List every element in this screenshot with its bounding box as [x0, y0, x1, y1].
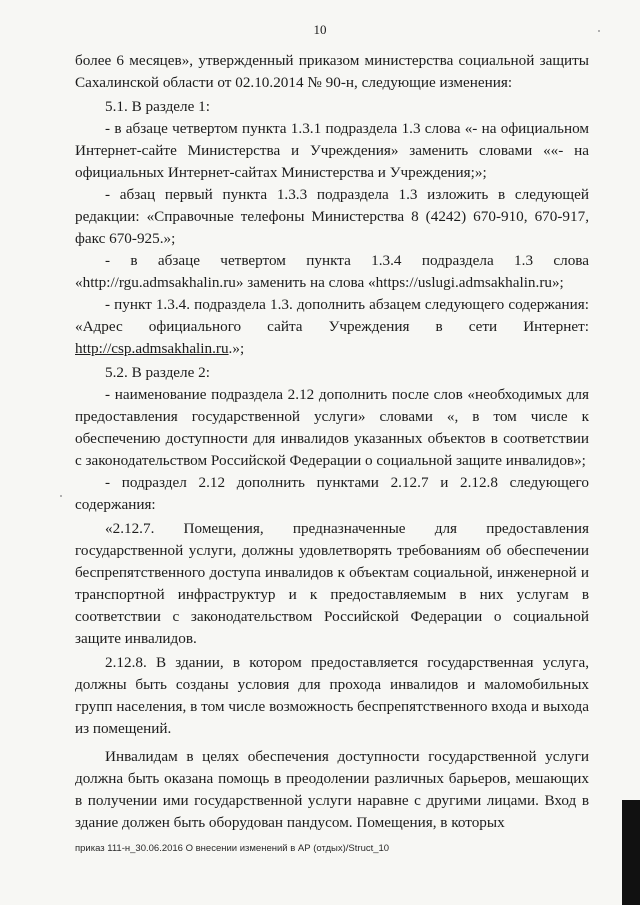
paragraph-section-5-1: 5.1. В разделе 1:: [105, 98, 210, 115]
paragraph-item-1-3-4: - в абзаце четвертом пункта 1.3.4 подраздела 1.3 слова «http://rgu.admsakhalin.ru» заменить на слова «https://uslugi.admsakhalin.ru»;: [75, 252, 589, 291]
document-body: [75, 50, 589, 834]
paragraph-intro: более 6 месяцев», утвержденный приказом министерства социальной защиты Сахалинской области от 02.10.2014 № 90-н, следующие изменения:: [75, 52, 589, 91]
scan-speck: [598, 30, 600, 32]
site-link-suffix: .»;: [228, 340, 245, 357]
paragraph-section-5-2: 5.2. В разделе 2:: [105, 364, 210, 381]
paragraph-item-1-3-1: - в абзаце четвертом пункта 1.3.1 подраздела 1.3 слова «- на официальном Интернет-сайте Министерства и Учреждения» заменить словами ««- на официальных Интернет-сайтах Министерства и Учреждения;»;: [75, 120, 589, 181]
paragraph-item-1-3-4-addition-text: - пункт 1.3.4. подраздела 1.3. дополнить абзацем следующего содержания: «Адрес официального сайта Учреждения в сети Интернет:: [75, 296, 589, 335]
page-number: 10: [313, 22, 327, 37]
paragraph-disabled-assistance: Инвалидам в целях обеспечения доступности государственной услуги должна быть оказана помощь в преодолении различных барьеров, мешающих в получении ими государственной услуги наравне с другими лицами. Вход в здание должен быть оборудован пандусом. Помещения, в которых: [75, 748, 589, 831]
paragraph-item-2-12-name: - наименование подраздела 2.12 дополнить после слов «необходимых для предоставления государственной услуги» словами «, в том числе к обеспечению доступности для инвалидов указанных объектов в соответствии с законодательством Российской Федерации о социальной защите инвалидов»;: [75, 386, 589, 469]
paragraph-2-12-8: 2.12.8. В здании, в котором предоставляется государственная услуга, должны быть созданы условия для прохода инвалидов и маломобильных групп населения, в том числе возможность беспрепятственного входа и выхода из помещений.: [75, 654, 589, 737]
paragraph-item-1-3-3: - абзац первый пункта 1.3.3 подраздела 1.3 изложить в следующей редакции: «Справочные телефоны Министерства 8 (4242) 670-910, 670-917, факс 670-925.»;: [75, 186, 589, 247]
paragraph-item-1-3-4-addition: [75, 294, 589, 360]
paragraph-2-12-7: «2.12.7. Помещения, предназначенные для предоставления государственной услуги, должны удовлетворять требованиям об обеспечении беспрепятственного доступа инвалидов к объектам социальной, инженерной и транспортной инфраструктур и к предоставляемым в них услугам в соответствии с законодательством Российской Федерации о социальной защите инвалидов.: [75, 520, 589, 647]
site-link[interactable]: http://csp.admsakhalin.ru: [75, 340, 229, 357]
scan-edge-mark: [622, 800, 640, 905]
scan-speck: [60, 495, 62, 497]
paragraph-item-2-12-add: - подраздел 2.12 дополнить пунктами 2.12.7 и 2.12.8 следующего содержания:: [75, 474, 589, 513]
footer-file-reference: приказ 111-н_30.06.2016 О внесении изменений в АР (отдых)/Struct_10: [75, 843, 390, 854]
